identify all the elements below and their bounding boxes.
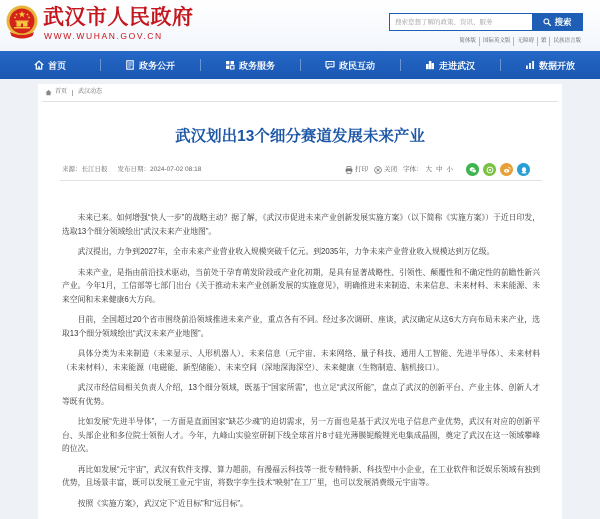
national-emblem-icon[interactable]: [5, 5, 39, 41]
article-paragraph: 武汉市经信局相关负责人介绍，13个细分领域，既基于“国家所需”，也立足“武汉所能”，盘点了武汉的创新平台、产业主体、创新人才等既有优势。: [62, 383, 540, 406]
font-size-control: [403, 164, 454, 175]
wechat-moments-icon: [486, 166, 494, 174]
data-chart-icon: [525, 60, 535, 70]
wechat-share-button[interactable]: [466, 163, 479, 176]
article-paragraph: 再比如发展“元宇宙”，武汉有软件支撑、算力超前，有漫福云科技等一批专精特新、科技型中小企业，在工业软件和泛娱乐领域有独到优势，且场景丰富，既可以发展工业元宇宙，将数字孪生技术“映射”在工厂里，也可以发展消费级元宇宙等。: [62, 464, 540, 487]
nav-item-gov-services[interactable]: [200, 51, 300, 79]
nav-label: 首页: [47, 60, 66, 71]
nav-item-gov-affairs-public[interactable]: [100, 51, 200, 79]
weibo-icon: [503, 166, 511, 174]
article-paragraph: 比如发展“先进半导体”，一方面是直面国家“缺芯少魂”的迫切需求，另一方面也是基于武汉光电子信息产业优势，武汉有对应的创新平台、头部企业和多位院士领衔人才。今年，九峰山实验室研制下线全球首片8寸硅光薄膜铌酸锂光电集成晶圆，奠定了武汉在这一领域攀峰的位次。: [62, 417, 540, 453]
search-icon: [543, 18, 551, 26]
breadcrumb-divider: [72, 90, 73, 96]
article-paragraph: 未来已来。如何增强“快人一步”的战略主动？据了解，《武汉市促进未来产业创新发展实施方案》（以下简称《实施方案》）于近日印发，选取13个细分领域绘出“武汉未来产业地图”。: [62, 213, 540, 236]
font-size-small[interactable]: 小: [446, 166, 453, 173]
share-buttons: [466, 163, 530, 176]
close-icon: [374, 166, 382, 174]
site-header: [0, 0, 600, 51]
service-grid-icon: [225, 60, 235, 70]
nav-item-open-data[interactable]: [500, 51, 600, 79]
article-paragraph: 按照《实施方案》，武汉定下“近目标”和“远目标”。: [77, 498, 248, 508]
article-source: 来源：长江日报: [62, 166, 108, 173]
divider: [60, 180, 542, 181]
nav-label: 政务公开: [138, 60, 175, 71]
print-label: 打印: [355, 166, 368, 173]
link-simplified[interactable]: 简体版: [459, 38, 476, 44]
article-date: 发布日期：2024-07-02 08:18: [117, 166, 202, 173]
font-size-medium[interactable]: 中: [436, 166, 443, 173]
wechat-icon: [469, 166, 477, 174]
search-input[interactable]: [389, 13, 532, 31]
content-panel: [38, 84, 562, 519]
main-nav: [0, 51, 600, 79]
home-icon: [34, 60, 44, 70]
breadcrumb: [45, 88, 102, 97]
city-icon: [425, 60, 435, 70]
link-international-english[interactable]: 国际英文版: [479, 37, 514, 46]
site-name[interactable]: 武汉市人民政府: [43, 5, 194, 29]
link-ethnic-languages[interactable]: 民族语言版: [549, 37, 584, 46]
close-button[interactable]: [374, 164, 397, 175]
article-tools: [345, 162, 530, 177]
article-paragraph: 目前，全国超过20个省市围绕前沿领域推进未来产业，重点各有不同。经过多次调研、座谈，武汉确定从这6大方向布局未来产业，选取13个细分领域绘出“武汉未来产业地图”。: [62, 315, 540, 338]
site-url: WWW.WUHAN.GOV.CN: [44, 31, 163, 41]
qq-icon: [520, 166, 528, 174]
article-meta: [62, 164, 201, 175]
wechat-moments-share-button[interactable]: [483, 163, 496, 176]
chat-icon: [325, 60, 335, 70]
breadcrumb-current[interactable]: 武汉动态: [78, 89, 103, 95]
weibo-share-button[interactable]: [500, 163, 513, 176]
nav-label: 走进武汉: [438, 60, 475, 71]
link-accessibility[interactable]: 无障碍: [513, 37, 537, 46]
nav-divider: [500, 59, 501, 71]
article-paragraph: 具体分类为未来制造（未来显示、人形机器人）、未来信息（元宇宙、未来网络、量子科技、通用人工智能、先进半导体）、未来材料（未来材料）、未来能源（电磁能、新型储能）、未来空间（深地深海深空）、未来健康（生物制造、脑机接口）。: [62, 349, 540, 372]
article-body: [62, 211, 540, 519]
search-bar: [389, 13, 583, 31]
close-label: 关闭: [384, 166, 397, 173]
nav-item-interaction[interactable]: [300, 51, 400, 79]
search-button[interactable]: [532, 13, 583, 31]
utility-links: [456, 37, 584, 46]
nav-item-home[interactable]: [0, 51, 100, 79]
font-size-large[interactable]: 大: [425, 166, 432, 173]
nav-label: 数据开放: [538, 60, 575, 71]
nav-label: 政民互动: [338, 60, 375, 71]
nav-item-about-wuhan[interactable]: [400, 51, 500, 79]
search-button-label: 搜索: [554, 17, 572, 27]
print-button[interactable]: [345, 164, 368, 175]
article-title: 武汉划出13个细分赛道发展未来产业: [175, 128, 425, 145]
nav-divider: [100, 59, 101, 71]
breadcrumb-home[interactable]: 首页: [55, 89, 68, 95]
home-icon: [45, 89, 52, 96]
nav-divider: [200, 59, 201, 71]
link-traditional[interactable]: 繁: [537, 37, 550, 46]
article-paragraph: 武汉提出，力争到2027年，全市未来产业营业收入规模突破千亿元。到2035年，力争未来产业营业收入规模达到万亿级。: [77, 247, 495, 256]
nav-divider: [400, 59, 401, 71]
print-icon: [345, 166, 353, 174]
divider: [42, 101, 558, 102]
article-paragraph: 未来产业，是指由前沿技术驱动，当前处于孕育萌发阶段或产业化初期，是具有显著战略性、引领性、颠覆性和不确定性的前瞻性新兴产业。今年1月，工信部等七部门出台《关于推动未来产业创新发展的实施意见》，明确推进未来制造、未来信息、未来材料、未来能源、未来空间和未来健康6大方向。: [62, 267, 540, 304]
nav-divider: [300, 59, 301, 71]
font-size-label: 字体：: [403, 166, 423, 173]
qq-share-button[interactable]: [517, 163, 530, 176]
nav-label: 政务服务: [238, 60, 275, 71]
document-icon: [125, 60, 135, 70]
